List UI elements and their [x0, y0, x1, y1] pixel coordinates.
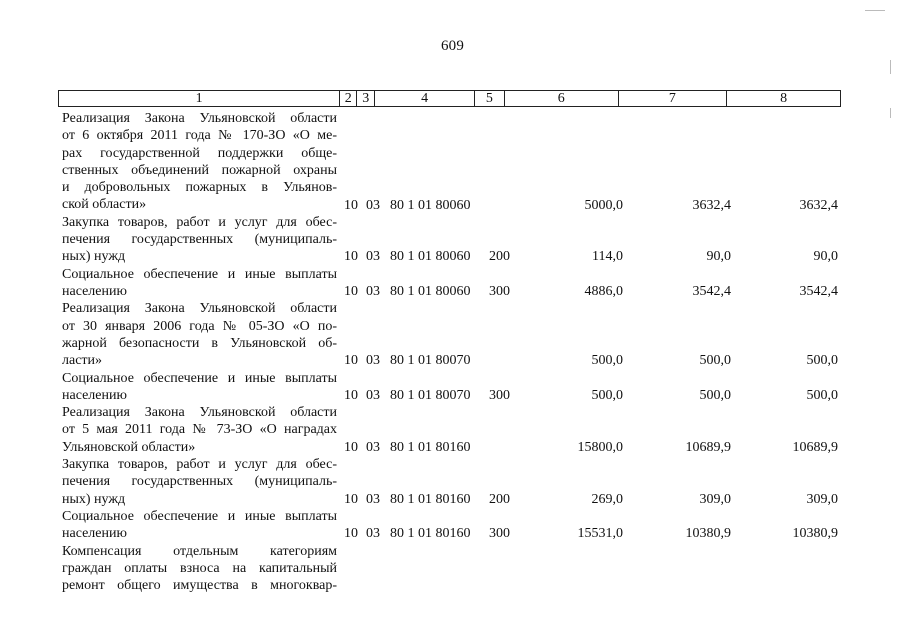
amount-col-8: 500,0: [806, 387, 838, 403]
header-col-4: 4: [375, 91, 475, 106]
amount-col-7: 309,0: [699, 491, 731, 507]
description-line: Социальное обеспечение и иные выплаты: [62, 266, 337, 282]
amount-col-7: 500,0: [699, 387, 731, 403]
description-line: Социальное обеспечение и иные выплаты: [62, 370, 337, 386]
target-article-code: 80 1 01 80060: [390, 249, 471, 265]
description-line: ремонт общего имущества в многоквар-: [62, 578, 337, 594]
expense-type-code: 200: [489, 491, 510, 507]
amount-col-6: 4886,0: [584, 283, 623, 299]
section-code: 10: [344, 283, 358, 299]
description-line: печения государственных (муниципаль-: [62, 232, 337, 248]
row-description: [62, 266, 337, 301]
section-code: 10: [344, 353, 358, 369]
page-number: 609: [440, 38, 465, 54]
header-col-5: 5: [475, 91, 505, 106]
amount-col-8: 10689,9: [792, 439, 838, 455]
header-col-2: 2: [340, 91, 357, 106]
amount-col-7: 10380,9: [685, 526, 731, 542]
expense-type-code: 300: [489, 526, 510, 542]
description-line: населению: [62, 387, 127, 403]
description-line: ных) нужд: [62, 491, 126, 507]
amount-col-6: 15531,0: [577, 526, 623, 542]
amount-col-6: 500,0: [591, 387, 623, 403]
target-article-code: 80 1 01 80160: [390, 439, 471, 455]
amount-col-6: 5000,0: [584, 197, 623, 213]
description-line: Закупка товаров, работ и услуг для обес-: [62, 214, 337, 230]
amount-col-8: 90,0: [813, 249, 838, 265]
row-description: [62, 543, 337, 595]
description-line: печения государственных (муниципаль-: [62, 474, 337, 490]
target-article-code: 80 1 01 80160: [390, 491, 471, 507]
table-row: [0, 110, 905, 214]
expense-type-code: 300: [489, 283, 510, 299]
expense-type-code: 200: [489, 249, 510, 265]
table-row: [0, 370, 905, 405]
row-description: [62, 456, 337, 508]
header-col-6: 6: [505, 91, 619, 106]
description-line: рах государственной поддержки обще-: [62, 145, 337, 161]
subsection-code: 03: [366, 526, 380, 542]
target-article-code: 80 1 01 80070: [390, 353, 471, 369]
amount-col-8: 309,0: [806, 491, 838, 507]
subsection-code: 03: [366, 197, 380, 213]
amount-col-6: 114,0: [592, 249, 623, 265]
subsection-code: 03: [366, 353, 380, 369]
description-line: Ульяновской области»: [62, 439, 196, 455]
section-code: 10: [344, 526, 358, 542]
target-article-code: 80 1 01 80060: [390, 197, 471, 213]
description-line: ных) нужд: [62, 249, 126, 265]
row-description: [62, 508, 337, 543]
header-col-3: 3: [357, 91, 375, 106]
row-description: [62, 300, 337, 369]
description-line: ственных объединений пожарной охраны: [62, 162, 337, 178]
table-row: [0, 266, 905, 301]
amount-col-7: 10689,9: [685, 439, 731, 455]
description-line: граждан оплаты взноса на капитальный: [62, 560, 337, 576]
table-row: [0, 508, 905, 543]
amount-col-8: 10380,9: [792, 526, 838, 542]
description-line: от 5 мая 2011 года № 73-ЗО «О наградах: [62, 422, 337, 438]
amount-col-7: 3632,4: [692, 197, 731, 213]
subsection-code: 03: [366, 387, 380, 403]
table-row: [0, 456, 905, 508]
scan-speck: [890, 108, 891, 118]
scan-speck: [890, 60, 891, 74]
description-line: и добровольных пожарных в Ульянов-: [62, 180, 337, 196]
subsection-code: 03: [366, 249, 380, 265]
row-description: [62, 214, 337, 266]
amount-col-7: 90,0: [706, 249, 731, 265]
description-line: Компенсация отдельным категориям: [62, 543, 337, 559]
table-row: [0, 404, 905, 456]
scan-speck: [865, 10, 885, 11]
subsection-code: 03: [366, 439, 380, 455]
subsection-code: 03: [366, 283, 380, 299]
subsection-code: 03: [366, 491, 380, 507]
amount-col-6: 269,0: [591, 491, 623, 507]
amount-col-7: 3542,4: [692, 283, 731, 299]
target-article-code: 80 1 01 80060: [390, 283, 471, 299]
amount-col-8: 500,0: [806, 353, 838, 369]
description-line: от 6 октября 2011 года № 170-ЗО «О ме-: [62, 128, 337, 144]
amount-col-6: 15800,0: [577, 439, 623, 455]
section-code: 10: [344, 249, 358, 265]
section-code: 10: [344, 491, 358, 507]
table-row: [0, 300, 905, 369]
description-line: ласти»: [62, 353, 103, 369]
description-line: Реализация Закона Ульяновской области: [62, 301, 337, 317]
amount-col-7: 500,0: [699, 353, 731, 369]
section-code: 10: [344, 439, 358, 455]
target-article-code: 80 1 01 80070: [390, 387, 471, 403]
description-line: от 30 января 2006 года № 05-ЗО «О по-: [62, 318, 337, 334]
header-col-7: 7: [619, 91, 728, 106]
amount-col-8: 3632,4: [799, 197, 838, 213]
row-description: [62, 404, 337, 456]
description-line: населению: [62, 526, 127, 542]
description-line: Закупка товаров, работ и услуг для обес-: [62, 457, 337, 472]
table-row: [0, 543, 905, 595]
row-description: [62, 370, 337, 405]
section-code: 10: [344, 197, 358, 213]
section-code: 10: [344, 387, 358, 403]
amount-col-6: 500,0: [591, 353, 623, 369]
header-col-8: 8: [780, 91, 788, 106]
amount-col-8: 3542,4: [799, 283, 838, 299]
target-article-code: 80 1 01 80160: [390, 526, 471, 542]
description-line: Реализация Закона Ульяновской области: [62, 405, 337, 421]
description-line: ской области»: [62, 197, 147, 213]
row-description: [62, 110, 337, 214]
description-line: населению: [62, 283, 127, 299]
table-row: [0, 214, 905, 266]
description-line: жарной безопасности в Ульяновской об-: [62, 335, 337, 351]
header-col-1: 1: [59, 91, 340, 106]
expense-type-code: 300: [489, 387, 510, 403]
description-line: Социальное обеспечение и иные выплаты: [62, 508, 337, 524]
description-line: Реализация Закона Ульяновской области: [62, 111, 337, 126]
